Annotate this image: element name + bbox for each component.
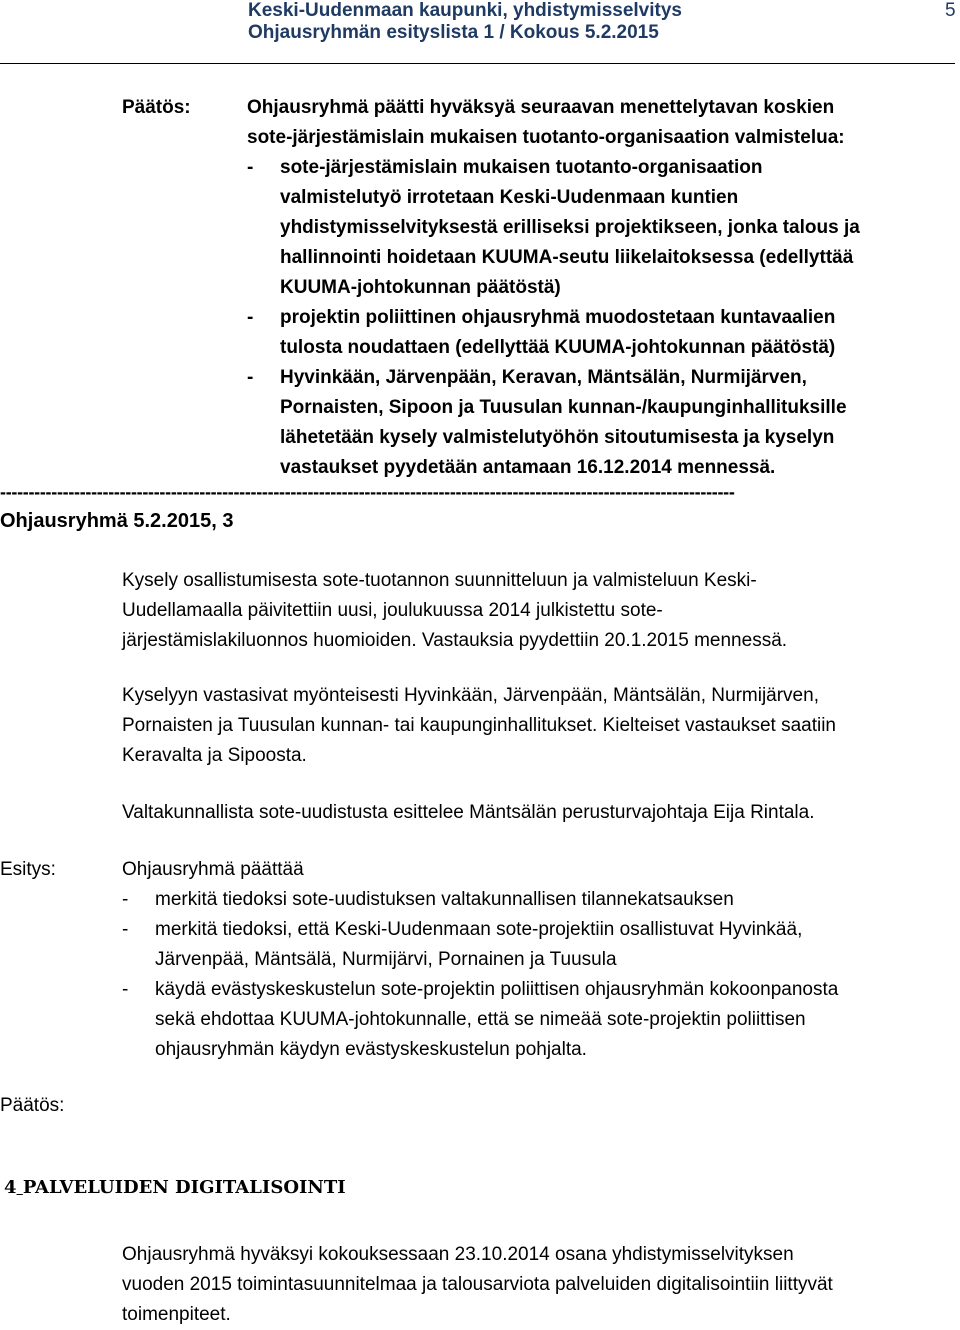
paragraph-line: Uudellamaalla päivitettiin uusi, joulukuussa 2014 julkistettu sote-	[122, 600, 663, 621]
header-subtitle: Ohjausryhmän esityslista 1 / Kokous 5.2.2015	[248, 22, 659, 43]
decision-label: Päätös:	[0, 1095, 65, 1116]
decision-list-item	[247, 303, 947, 363]
proposal-label: Esitys:	[0, 859, 56, 880]
list-item-line: sekä ehdottaa KUUMA-johtokunnalle, että se nimeää sote-projektin poliittisen	[155, 1009, 806, 1030]
paragraph-line: Kysely osallistumisesta sote-tuotannon suunnitteluun ja valmisteluun Keski-	[122, 570, 757, 591]
decision-label: Päätös:	[122, 97, 191, 118]
paragraph-line: Valtakunnallista sote-uudistusta esittelee Mäntsälän perusturvajohtaja Eija Rintala.	[122, 802, 815, 823]
decision-intro-line: sote-järjestämislain mukaisen tuotanto-organisaation valmistelua:	[247, 127, 845, 148]
proposal-list-item	[122, 915, 952, 975]
list-item-line: merkitä tiedoksi sote-uudistuksen valtakunnallisen tilannekatsauksen	[155, 889, 734, 910]
list-dash: -	[247, 157, 254, 178]
paragraph	[122, 681, 957, 771]
paragraph-line: Kyselyyn vastasivat myönteisesti Hyvinkään, Järvenpään, Mäntsälän, Nurmijärven,	[122, 685, 819, 706]
list-item-line: valmistelutyö irrotetaan Keski-Uudenmaan kuntien	[280, 187, 739, 208]
section-text	[122, 1240, 957, 1330]
list-item-line: yhdistymisselvityksestä erilliseksi projektikseen, jonka talous ja	[280, 217, 860, 238]
header-divider	[0, 63, 955, 64]
list-item-line: KUUMA-johtokunnan päätöstä)	[280, 277, 561, 298]
paragraph	[122, 566, 952, 656]
list-item-line: tulosta noudattaen (edellyttää KUUMA-johtokunnan päätöstä)	[280, 337, 836, 358]
decision-intro-line: Ohjausryhmä päätti hyväksyä seuraavan menettelytavan koskien	[247, 97, 835, 118]
list-item-line: Pornaisten, Sipoon ja Tuusulan kunnan-/kaupunginhallituksille	[280, 397, 847, 418]
decision-list-item	[247, 153, 947, 303]
paragraph-line: toimenpiteet.	[122, 1304, 231, 1325]
list-item-line: hallinnointi hoidetaan KUUMA-seutu liikelaitoksessa (edellyttää	[280, 247, 854, 268]
list-dash: -	[122, 889, 129, 910]
header-title: Keski-Uudenmaan kaupunki, yhdistymisselvitys	[248, 0, 682, 21]
decision-list-item	[247, 363, 947, 483]
paragraph-line: vuoden 2015 toimintasuunnitelmaa ja talousarviota palveluiden digitalisointiin liittyvät	[122, 1274, 833, 1295]
proposal-intro: Ohjausryhmä päättää	[122, 859, 304, 880]
proposal-list-item	[122, 885, 952, 915]
section-number: 4	[4, 1177, 17, 1198]
proposal-block	[122, 855, 952, 1065]
list-item-line: vastaukset pyydetään antamaan 16.12.2014 mennessä.	[280, 457, 776, 478]
paragraph-line: järjestämislakiluonnos huomioiden. Vastauksia pyydettiin 20.1.2015 mennessä.	[122, 630, 788, 651]
list-item-line: sote-järjestämislain mukaisen tuotanto-organisaation	[280, 157, 763, 178]
list-dash: -	[247, 307, 254, 328]
proposal-list-item	[122, 975, 952, 1065]
page-number: 5	[945, 0, 956, 21]
list-item-line: Hyvinkään, Järvenpään, Keravan, Mäntsälän, Nurmijärven,	[280, 367, 807, 388]
list-item-line: käydä evästyskeskustelun sote-projektin poliittisen ohjausryhmän kokoonpanosta	[155, 979, 839, 1000]
minute-reference: Ohjausryhmä 5.2.2015, 3	[0, 510, 234, 532]
paragraph-line: Keravalta ja Sipoosta.	[122, 745, 307, 766]
paragraph-line: Pornaisten ja Tuusulan kunnan- tai kaupunginhallitukset. Kielteiset vastaukset saatiin	[122, 715, 836, 736]
section-title: PALVELUIDEN DIGITALISOINTI	[22, 1177, 346, 1198]
list-dash: -	[122, 979, 129, 1000]
section-heading	[4, 1177, 346, 1198]
list-dash: -	[247, 367, 254, 388]
decision-block	[247, 93, 947, 483]
list-item-line: projektin poliittinen ohjausryhmä muodostetaan kuntavaalien	[280, 307, 836, 328]
list-item-line: merkitä tiedoksi, että Keski-Uudenmaan sote-projektiin osallistuvat Hyvinkää,	[155, 919, 803, 940]
list-item-line: Järvenpää, Mäntsälä, Nurmijärvi, Pornainen ja Tuusula	[155, 949, 617, 970]
list-item-line: ohjausryhmän käydyn evästyskeskustelun pohjalta.	[155, 1039, 587, 1060]
separator-line: ---------------------------------------------------------------------------------------------------------------------------------	[0, 482, 735, 502]
list-dash: -	[122, 919, 129, 940]
paragraph-line: Ohjausryhmä hyväksyi kokouksessaan 23.10.2014 osana yhdistymisselvityksen	[122, 1244, 794, 1265]
list-item-line: lähetetään kysely valmistelutyöhön sitoutumisesta ja kyselyn	[280, 427, 835, 448]
paragraph	[122, 798, 952, 828]
